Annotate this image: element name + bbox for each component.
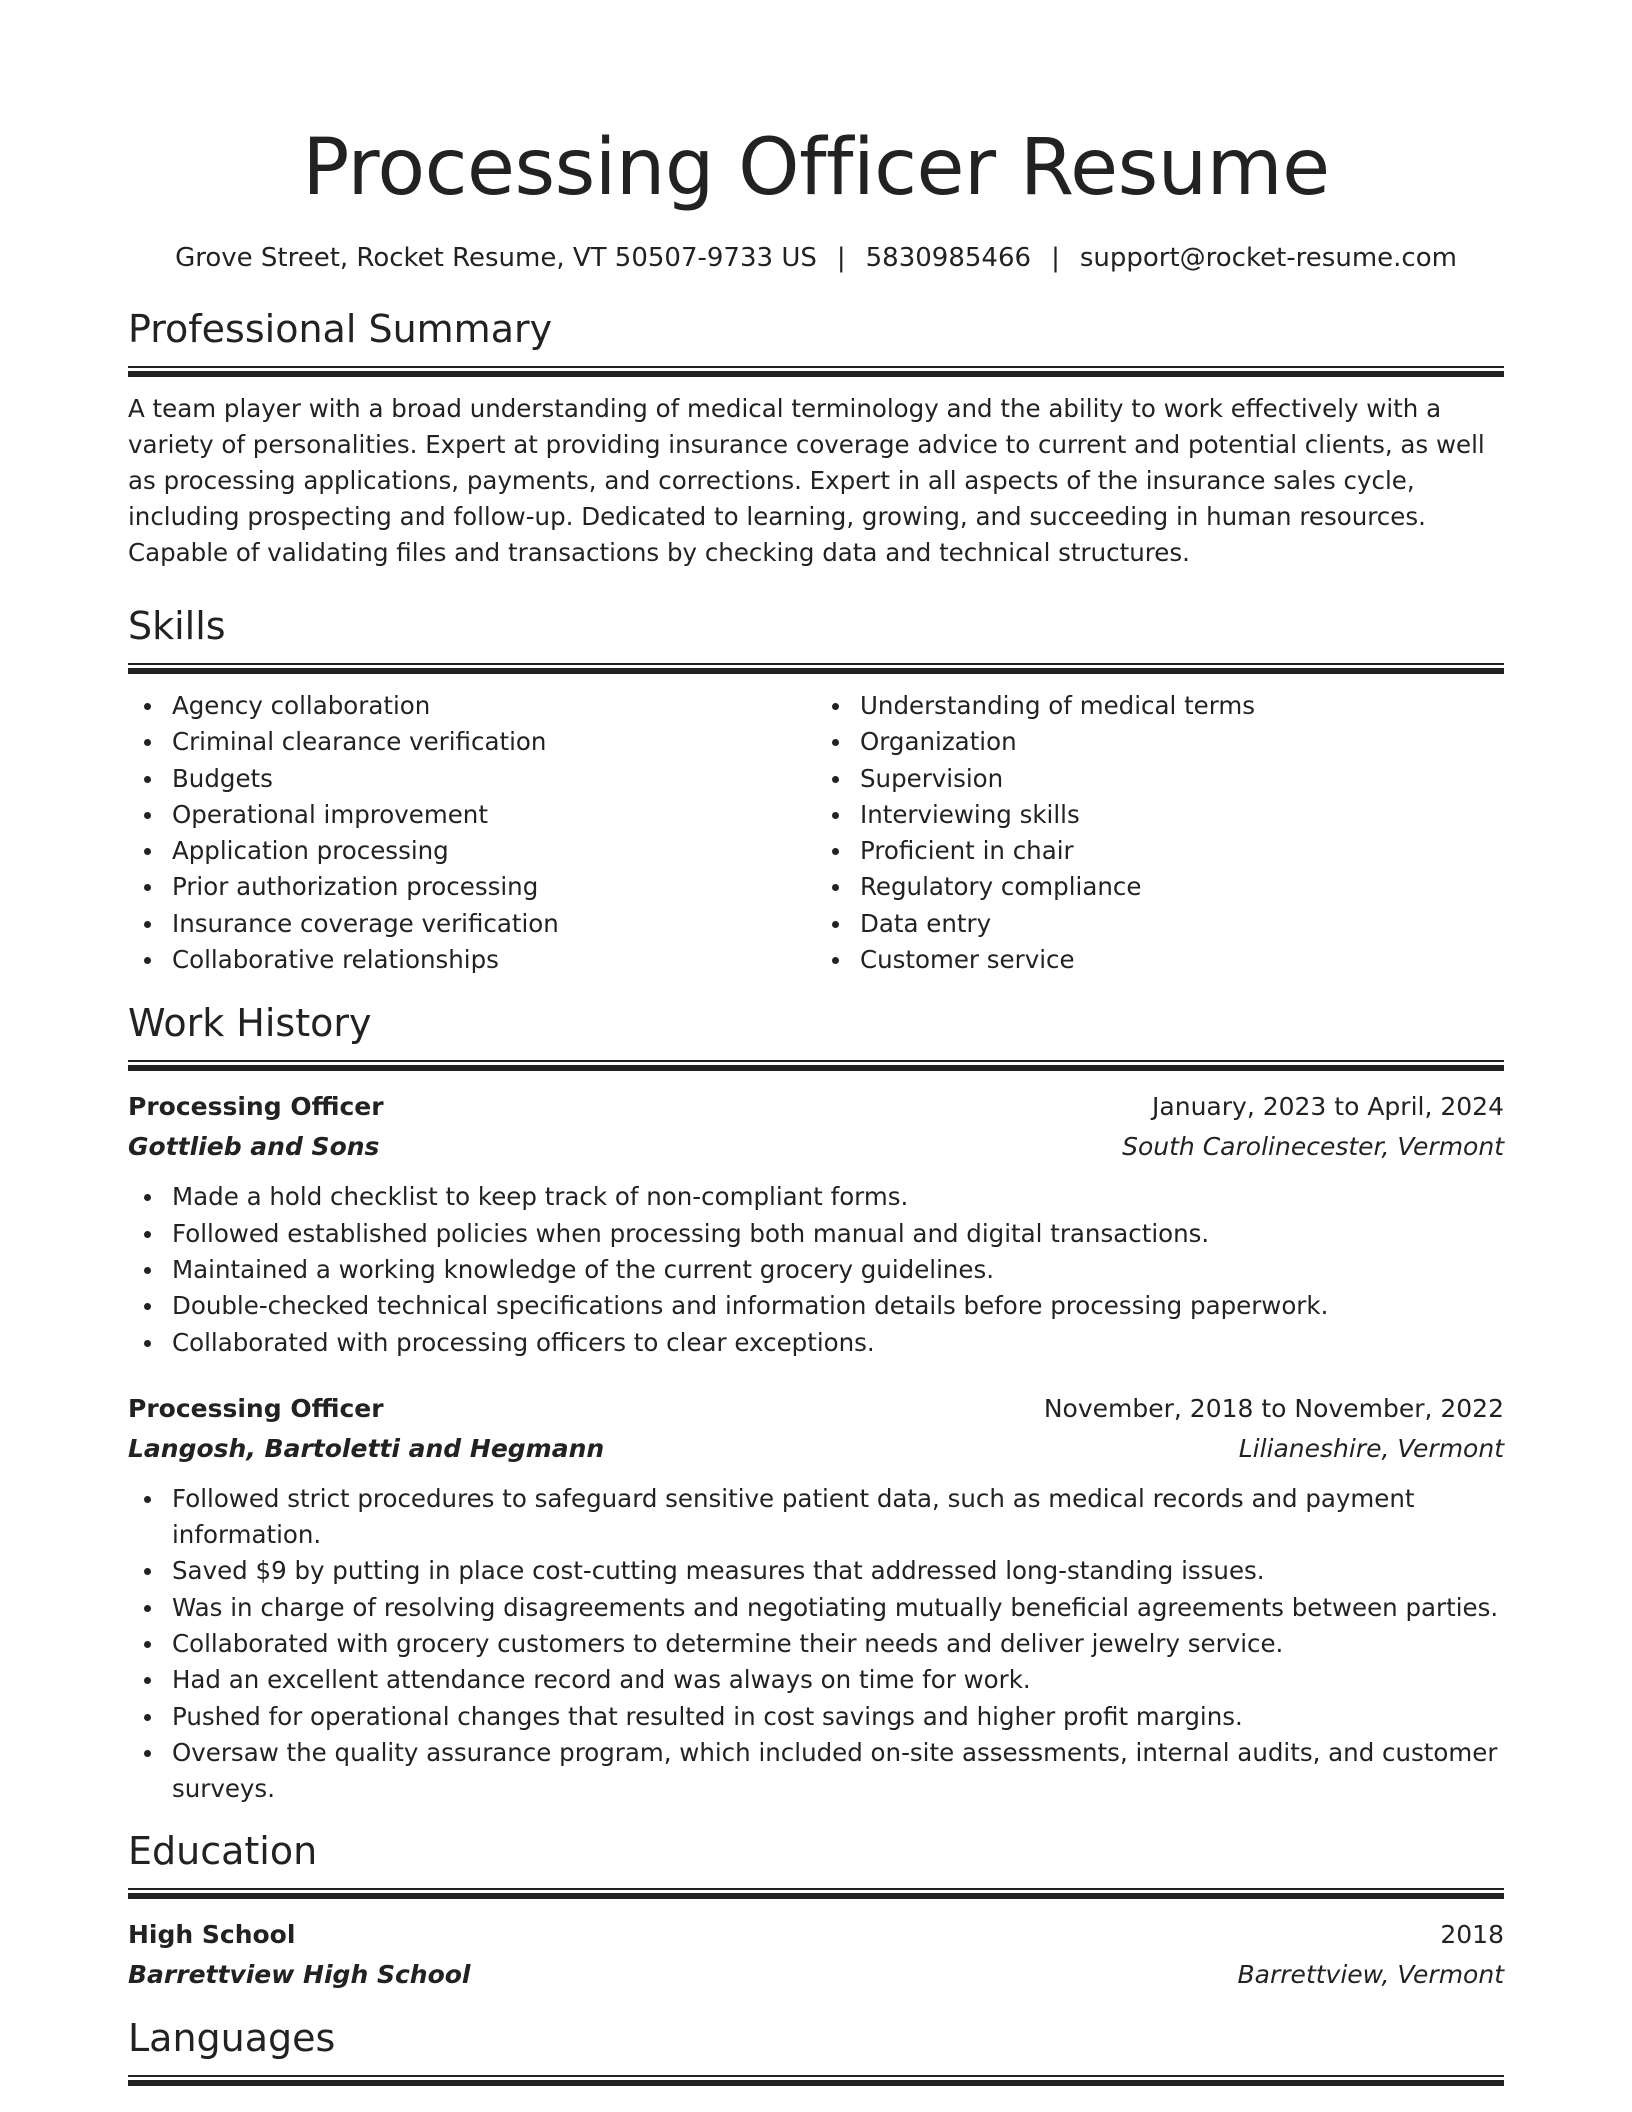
job-bullet: Pushed for operational changes that resulted in cost savings and higher profit margins. xyxy=(172,1699,1504,1735)
skills-list-left xyxy=(128,688,816,978)
job-title: Processing Officer xyxy=(128,1092,384,1122)
job-company-row xyxy=(128,1429,1504,1469)
skill-item: Collaborative relationships xyxy=(172,942,816,978)
job-bullet: Followed strict procedures to safeguard sensitive patient data, such as medical records and payment information. xyxy=(172,1481,1504,1554)
education-degree: High School xyxy=(128,1919,296,1949)
contact-separator: | xyxy=(836,243,846,273)
contact-email: support@rocket-resume.com xyxy=(1079,243,1457,273)
job-entry xyxy=(128,1087,1504,1360)
skills-section xyxy=(128,601,1504,978)
section-heading-skills: Skills xyxy=(128,604,226,648)
section-divider xyxy=(128,1060,1504,1071)
job-bullets xyxy=(128,1179,1504,1360)
job-bullets xyxy=(128,1481,1504,1808)
contact-line xyxy=(128,240,1504,276)
languages-section xyxy=(128,2013,1504,2086)
section-heading-education: Education xyxy=(128,1828,318,1873)
education-header-row xyxy=(128,1915,1504,1955)
summary-section xyxy=(128,304,1504,571)
skill-item: Customer service xyxy=(860,942,1504,978)
education-location: Barrettview, Vermont xyxy=(1237,1959,1504,1989)
skill-item: Supervision xyxy=(860,761,1504,797)
summary-text: A team player with a broad understanding of medical terminology and the ability to work effectively with a variety of personalities. Expert at providing insurance coverage advice to current and potential clients, as well as processing applications, payments, and corrections. Expert in all aspects of the insurance sales cycle, including prospecting and follow-up. Dedicated to learning, growing, and succeeding in human resources. Capable of validating files and transactions by checking data and technical structures. xyxy=(128,394,1485,567)
contact-address: Grove Street, Rocket Resume, VT 50507-9733 US xyxy=(175,243,817,273)
education-school: Barrettview High School xyxy=(128,1959,471,1989)
skills-list-right xyxy=(816,688,1504,978)
section-divider xyxy=(128,663,1504,674)
job-header-row xyxy=(128,1087,1504,1127)
education-section xyxy=(128,1826,1504,1995)
job-company: Gottlieb and Sons xyxy=(128,1132,380,1162)
job-bullet: Collaborated with grocery customers to determine their needs and deliver jewelry service. xyxy=(172,1626,1504,1662)
section-divider xyxy=(128,366,1504,377)
section-divider xyxy=(128,2075,1504,2086)
resume-title: Processing Officer Resume xyxy=(302,123,1330,213)
job-company: Langosh, Bartoletti and Hegmann xyxy=(128,1433,605,1463)
skill-item: Criminal clearance verification xyxy=(172,724,816,760)
job-dates: January, 2023 to April, 2024 xyxy=(1152,1092,1504,1122)
skill-item: Prior authorization processing xyxy=(172,869,816,905)
job-bullet: Was in charge of resolving disagreements and negotiating mutually beneficial agreements between parties. xyxy=(172,1590,1504,1626)
skill-item: Insurance coverage verification xyxy=(172,906,816,942)
education-year: 2018 xyxy=(1440,1919,1504,1949)
resume-page xyxy=(128,0,1504,2086)
job-bullet: Had an excellent attendance record and was always on time for work. xyxy=(172,1662,1504,1698)
job-location: Lilianeshire, Vermont xyxy=(1238,1433,1504,1463)
job-bullet: Made a hold checklist to keep track of non-compliant forms. xyxy=(172,1179,1504,1215)
job-title: Processing Officer xyxy=(128,1393,384,1423)
skills-columns xyxy=(128,688,1504,978)
skill-item: Agency collaboration xyxy=(172,688,816,724)
job-bullet: Oversaw the quality assurance program, which included on-site assessments, internal audits, and customer surveys. xyxy=(172,1735,1504,1808)
job-company-row xyxy=(128,1127,1504,1167)
contact-separator: | xyxy=(1051,243,1060,273)
education-school-row xyxy=(128,1955,1504,1995)
skill-item: Data entry xyxy=(860,906,1504,942)
section-divider xyxy=(128,1888,1504,1899)
section-heading-languages: Languages xyxy=(128,2015,336,2060)
job-entry xyxy=(128,1389,1504,1808)
section-heading-summary: Professional Summary xyxy=(128,307,553,351)
contact-phone: 5830985466 xyxy=(865,243,1032,273)
skill-item: Understanding of medical terms xyxy=(860,688,1504,724)
skill-item: Proficient in chair xyxy=(860,833,1504,869)
skill-item: Budgets xyxy=(172,761,816,797)
skill-item: Organization xyxy=(860,724,1504,760)
job-bullet: Maintained a working knowledge of the current grocery guidelines. xyxy=(172,1252,1504,1288)
job-bullet: Double-checked technical specifications and information details before processing paperwork. xyxy=(172,1288,1504,1324)
skill-item: Regulatory compliance xyxy=(860,869,1504,905)
education-entry xyxy=(128,1915,1504,1995)
skill-item: Application processing xyxy=(172,833,816,869)
job-bullet: Collaborated with processing officers to clear exceptions. xyxy=(172,1325,1504,1361)
job-bullet: Saved $9 by putting in place cost-cutting measures that addressed long-standing issues. xyxy=(172,1553,1504,1589)
job-bullet: Followed established policies when processing both manual and digital transactions. xyxy=(172,1216,1504,1252)
work-history-section xyxy=(128,998,1504,1807)
section-heading-work-history: Work History xyxy=(128,1001,372,1046)
job-location: South Carolinecester, Vermont xyxy=(1122,1132,1504,1162)
skill-item: Operational improvement xyxy=(172,797,816,833)
job-dates: November, 2018 to November, 2022 xyxy=(1043,1393,1504,1423)
job-header-row xyxy=(128,1389,1504,1429)
skill-item: Interviewing skills xyxy=(860,797,1504,833)
